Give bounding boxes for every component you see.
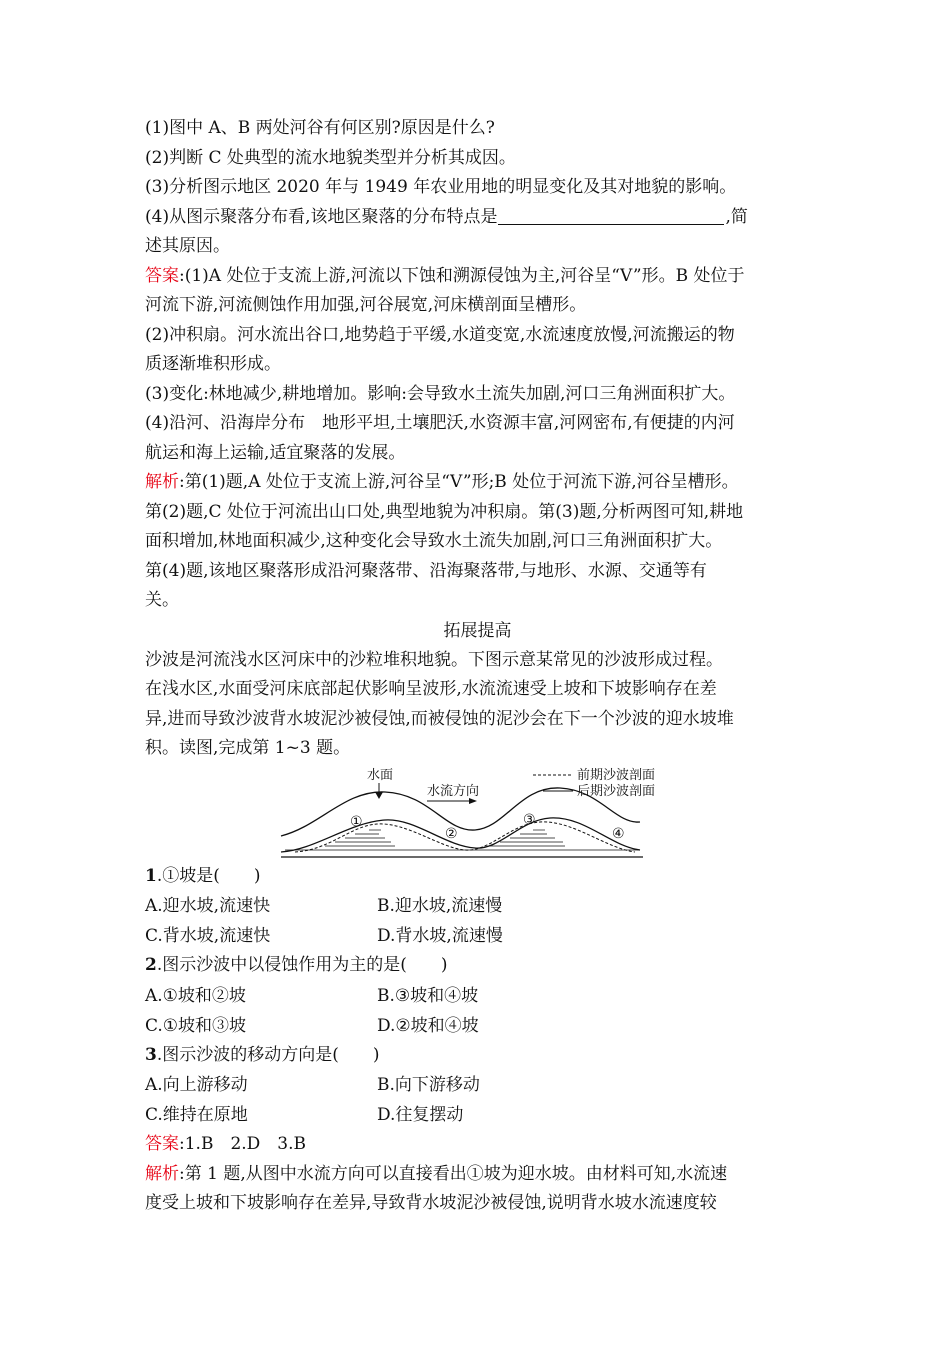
mcq-1-options-row — [145, 921, 810, 951]
analysis-text: :第(1)题,A 处位于支流上游,河谷呈“V”形;B 处位于河流下游,河谷呈槽形。 — [179, 472, 739, 492]
option-d: D.背水坡,流速慢 — [377, 926, 503, 946]
section-title: 拓展提高 — [443, 620, 512, 641]
question-4-tail: ,简 — [725, 206, 748, 227]
option-c: C.背水坡,流速快 — [145, 926, 271, 946]
mark-1: ① — [350, 813, 363, 830]
mcq-3-stem — [145, 1041, 810, 1071]
question-2: (2)判断 C 处典型的流水地貌类型并分析其成因。 — [145, 147, 516, 168]
option-d: D.②坡和④坡 — [377, 1015, 479, 1036]
mcq-1-text: .①坡是( ) — [156, 865, 261, 886]
document-page — [145, 114, 810, 1219]
intro-line: 沙波是河流浅水区河床中的沙粒堆积地貌。下图示意某常见的沙波形成过程。 — [145, 649, 723, 670]
analysis-line: 关。 — [145, 590, 179, 610]
answer-label: 答案 — [145, 265, 179, 286]
answer-2-text: :1.B 2.D 3.B — [179, 1134, 307, 1154]
question-3: (3)分析图示地区 2020 年与 1949 年农业用地的明显变化及其对地貌的影响。 — [145, 177, 737, 197]
question-4-continued: 述其原因。 — [145, 236, 230, 256]
legend-early-label: 前期沙波剖面 — [577, 767, 656, 783]
mark-3: ③ — [523, 811, 536, 828]
answer-line — [145, 262, 810, 292]
answer-text: :(1)A 处位于支流上游,河流以下蚀和溯源侵蚀为主,河谷呈“V”形。B 处位于 — [179, 265, 745, 286]
intro-line: 在浅水区,水面受河床底部起伏影响呈波形,水流流速受上坡和下坡影响存在差 — [145, 679, 717, 699]
legend-late-label: 后期沙波剖面 — [577, 783, 656, 799]
late-profile — [281, 817, 640, 851]
early-profile — [295, 821, 635, 851]
intro-line: 异,进而导致沙波背水坡泥沙被侵蚀,而被侵蚀的泥沙会在下一个沙波的迎水坡堆 — [145, 708, 734, 729]
answer-line: 质逐渐堆积形成。 — [145, 354, 281, 374]
answer-2-line — [145, 1130, 810, 1160]
answer-line: (3)变化:林地减少,耕地增加。影响:会导致水土流失加剧,河口三角洲面积扩大。 — [145, 383, 736, 404]
mcq-2-number: 2 — [145, 955, 157, 975]
mark-2: ② — [445, 825, 458, 842]
answer-line: (4)沿河、沿海岸分布 地形平坦,土壤肥沃,水资源丰富,河网密布,有便捷的内河 — [145, 413, 735, 433]
water-surface-label: 水面 — [367, 767, 394, 783]
analysis-line: 面积增加,林地面积减少,这种变化会导致水土流失加剧,河口三角洲面积扩大。 — [145, 531, 723, 551]
option-a: A.①坡和②坡 — [145, 985, 246, 1006]
option-c: C.①坡和③坡 — [145, 1015, 247, 1036]
analysis-label: 解析 — [145, 472, 179, 492]
option-a: A.迎水坡,流速快 — [145, 896, 271, 916]
analysis-2-line — [145, 1160, 810, 1190]
option-b: B.向下游移动 — [377, 1075, 480, 1095]
analysis-2-line: 度受上坡和下坡影响存在差异,导致背水坡泥沙被侵蚀,说明背水坡水流速度较 — [145, 1193, 717, 1213]
analysis-line — [145, 468, 810, 498]
sand-wave-diagram — [145, 764, 810, 862]
flow-direction-label: 水流方向 — [427, 783, 480, 799]
answer-line: (2)冲积扇。河水流出谷口,地势趋于平缓,水道变宽,水流速度放慢,河流搬运的物 — [145, 324, 735, 345]
option-d: D.往复摆动 — [377, 1105, 464, 1125]
answer-2-label: 答案 — [145, 1134, 179, 1154]
analysis-line: 第(2)题,C 处位于河流出山口处,典型地貌为冲积扇。第(3)题,分析两图可知,耕地 — [145, 501, 744, 522]
question-4-text: (4)从图示聚落分布看,该地区聚落的分布特点是 — [145, 206, 498, 227]
mcq-2-options-row — [145, 1011, 810, 1041]
intro-line: 积。读图,完成第 1~3 题。 — [145, 738, 351, 758]
option-c: C.维持在原地 — [145, 1105, 248, 1125]
question-1: (1)图中 A、B 两处河谷有何区别?原因是什么? — [145, 118, 495, 138]
question-4 — [145, 203, 810, 233]
mcq-3-options-row — [145, 1070, 810, 1100]
option-b: B.迎水坡,流速慢 — [377, 896, 503, 916]
mcq-1-number: 1 — [145, 865, 157, 886]
option-a: A.向上游移动 — [145, 1075, 248, 1095]
answer-line: 河流下游,河流侧蚀作用加强,河谷展宽,河床横剖面呈槽形。 — [145, 295, 587, 315]
mcq-1-options-row — [145, 891, 810, 921]
mcq-2-options-row — [145, 981, 810, 1011]
option-b: B.③坡和④坡 — [377, 985, 479, 1006]
analysis-2-text: :第 1 题,从图中水流方向可以直接看出①坡为迎水坡。由材料可知,水流速 — [179, 1163, 728, 1184]
answer-blank — [498, 206, 724, 225]
answer-line: 航运和海上运输,适宜聚落的发展。 — [145, 442, 406, 463]
mcq-1-stem — [145, 862, 810, 892]
mcq-3-text: .图示沙波的移动方向是( ) — [156, 1044, 380, 1065]
mark-4: ④ — [612, 825, 625, 842]
mcq-3-options-row — [145, 1100, 810, 1130]
water-arrow-head — [375, 792, 383, 799]
analysis-line: 第(4)题,该地区聚落形成沿河聚落带、沿海聚落带,与地形、水源、交通等有 — [145, 560, 707, 581]
analysis-2-label: 解析 — [145, 1163, 179, 1184]
mcq-2-text: .图示沙波中以侵蚀作用为主的是( ) — [156, 955, 448, 975]
mcq-3-number: 3 — [145, 1044, 157, 1065]
mcq-2-stem — [145, 951, 810, 981]
sand-wave-figure — [145, 764, 810, 862]
